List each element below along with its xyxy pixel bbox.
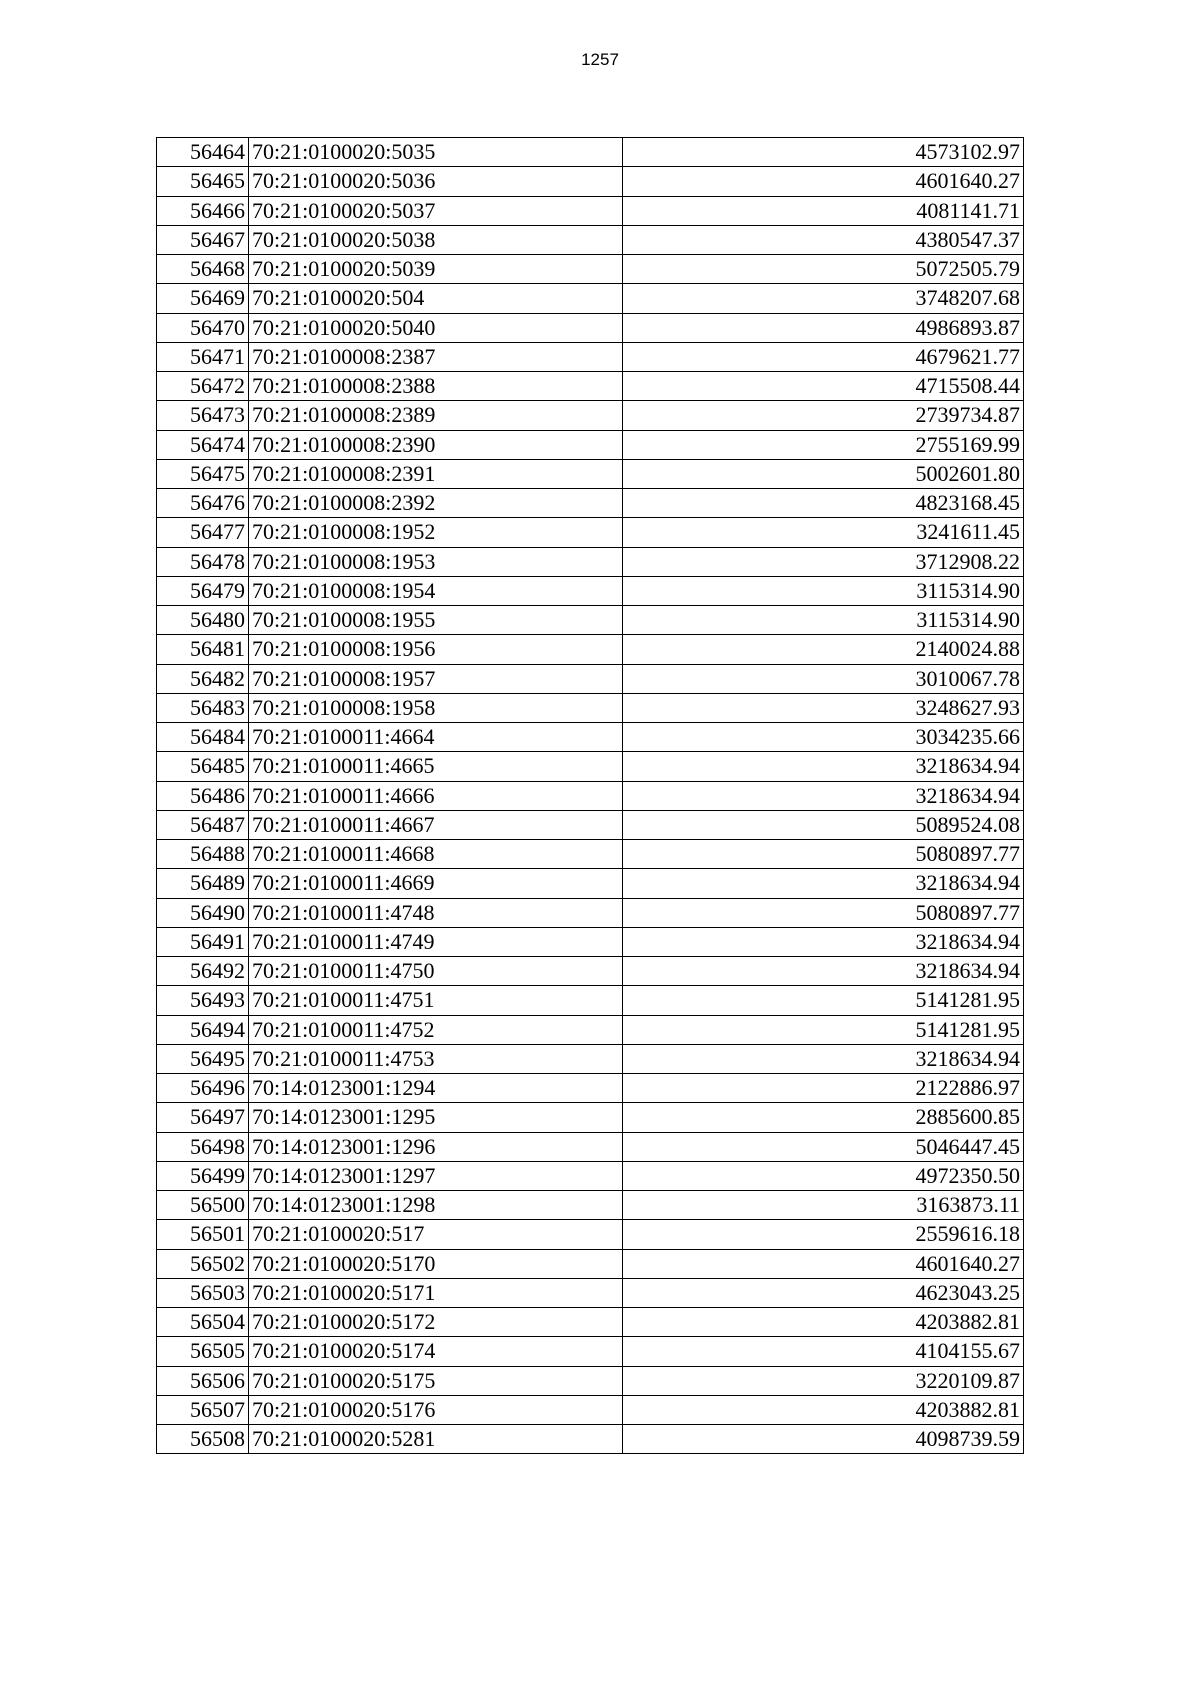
row-number-cell: 56486 [157,781,249,810]
table-row [157,1161,1024,1190]
cadastral-number-cell: 70:21:0100020:517 [249,1220,623,1249]
row-number-cell: 56500 [157,1191,249,1220]
cadastral-number-cell: 70:21:0100008:1957 [249,664,623,693]
cadastral-number-cell: 70:14:0123001:1298 [249,1191,623,1220]
row-number-cell: 56498 [157,1132,249,1161]
table-row [157,1220,1024,1249]
cadastral-value-cell: 5080897.77 [623,898,1024,927]
row-number-cell: 56507 [157,1395,249,1424]
cadastral-value-cell: 2122886.97 [623,1074,1024,1103]
table-row [157,606,1024,635]
table-row [157,1278,1024,1307]
cadastral-number-cell: 70:21:0100011:4669 [249,869,623,898]
cadastral-value-cell: 2755169.99 [623,430,1024,459]
cadastral-number-cell: 70:21:0100008:2387 [249,342,623,371]
row-number-cell: 56467 [157,225,249,254]
cadastral-number-cell: 70:21:0100011:4667 [249,810,623,839]
row-number-cell: 56502 [157,1249,249,1278]
cadastral-number-cell: 70:21:0100008:2390 [249,430,623,459]
cadastral-value-cell: 3218634.94 [623,927,1024,956]
row-number-cell: 56496 [157,1074,249,1103]
cadastral-number-cell: 70:21:0100011:4753 [249,1044,623,1073]
row-number-cell: 56465 [157,167,249,196]
row-number-cell: 56480 [157,606,249,635]
table-row [157,752,1024,781]
cadastral-number-cell: 70:14:0123001:1295 [249,1103,623,1132]
table-row [157,576,1024,605]
table-row [157,1132,1024,1161]
row-number-cell: 56505 [157,1337,249,1366]
row-number-cell: 56479 [157,576,249,605]
cadastral-number-cell: 70:21:0100020:5174 [249,1337,623,1366]
row-number-cell: 56491 [157,927,249,956]
cadastral-value-cell: 5141281.95 [623,986,1024,1015]
cadastral-value-cell: 4104155.67 [623,1337,1024,1366]
cadastral-value-cell: 3010067.78 [623,664,1024,693]
cadastral-value-cell: 5002601.80 [623,459,1024,488]
row-number-cell: 56495 [157,1044,249,1073]
cadastral-number-cell: 70:14:0123001:1294 [249,1074,623,1103]
row-number-cell: 56476 [157,489,249,518]
cadastral-number-cell: 70:21:0100020:5171 [249,1278,623,1307]
table-row [157,986,1024,1015]
cadastral-number-cell: 70:21:0100011:4750 [249,957,623,986]
table-row [157,284,1024,313]
table-row [157,518,1024,547]
table-row [157,869,1024,898]
cadastral-value-cell: 4715508.44 [623,372,1024,401]
cadastral-value-cell: 5046447.45 [623,1132,1024,1161]
cadastral-number-cell: 70:21:0100011:4751 [249,986,623,1015]
table-row [157,1366,1024,1395]
table-row [157,1015,1024,1044]
cadastral-value-cell: 5072505.79 [623,255,1024,284]
table-row [157,898,1024,927]
table-row [157,1425,1024,1454]
cadastral-value-cell: 4573102.97 [623,138,1024,167]
cadastral-number-cell: 70:21:0100008:2391 [249,459,623,488]
cadastral-number-cell: 70:21:0100020:5172 [249,1308,623,1337]
table-row [157,1191,1024,1220]
cadastral-number-cell: 70:21:0100020:5176 [249,1395,623,1424]
table-row [157,840,1024,869]
cadastral-number-cell: 70:21:0100008:2389 [249,401,623,430]
cadastral-value-cell: 3218634.94 [623,781,1024,810]
row-number-cell: 56485 [157,752,249,781]
cadastral-value-cell: 4203882.81 [623,1395,1024,1424]
cadastral-number-cell: 70:21:0100008:1956 [249,635,623,664]
cadastral-value-cell: 3163873.11 [623,1191,1024,1220]
cadastral-number-cell: 70:21:0100020:5040 [249,313,623,342]
cadastral-number-cell: 70:14:0123001:1296 [249,1132,623,1161]
cadastral-value-cell: 2885600.85 [623,1103,1024,1132]
cadastral-value-cell: 3218634.94 [623,752,1024,781]
cadastral-value-cell: 2140024.88 [623,635,1024,664]
cadastral-number-cell: 70:21:0100020:5175 [249,1366,623,1395]
cadastral-value-cell: 4623043.25 [623,1278,1024,1307]
table-row [157,372,1024,401]
cadastral-value-cell: 3115314.90 [623,576,1024,605]
table-row [157,1337,1024,1366]
cadastral-value-cell: 4203882.81 [623,1308,1024,1337]
table-row [157,927,1024,956]
table-row [157,1308,1024,1337]
row-number-cell: 56488 [157,840,249,869]
table-row [157,781,1024,810]
cadastral-number-cell: 70:21:0100020:504 [249,284,623,313]
cadastral-number-cell: 70:21:0100020:5281 [249,1425,623,1454]
cadastral-number-cell: 70:21:0100008:2392 [249,489,623,518]
table-row [157,313,1024,342]
row-number-cell: 56477 [157,518,249,547]
row-number-cell: 56503 [157,1278,249,1307]
cadastral-value-table [156,137,1024,1454]
cadastral-value-cell: 4601640.27 [623,167,1024,196]
row-number-cell: 56471 [157,342,249,371]
table-row [157,459,1024,488]
cadastral-number-cell: 70:21:0100011:4666 [249,781,623,810]
cadastral-value-cell: 3218634.94 [623,957,1024,986]
cadastral-value-cell: 3220109.87 [623,1366,1024,1395]
row-number-cell: 56501 [157,1220,249,1249]
cadastral-value-cell: 3241611.45 [623,518,1024,547]
cadastral-value-cell: 2739734.87 [623,401,1024,430]
cadastral-number-cell: 70:21:0100020:5038 [249,225,623,254]
row-number-cell: 56481 [157,635,249,664]
table-row [157,810,1024,839]
cadastral-value-cell: 4986893.87 [623,313,1024,342]
row-number-cell: 56464 [157,138,249,167]
table-row [157,342,1024,371]
row-number-cell: 56469 [157,284,249,313]
row-number-cell: 56472 [157,372,249,401]
cadastral-value-cell: 4098739.59 [623,1425,1024,1454]
row-number-cell: 56489 [157,869,249,898]
cadastral-value-cell: 5141281.95 [623,1015,1024,1044]
table-row [157,723,1024,752]
cadastral-number-cell: 70:21:0100008:1955 [249,606,623,635]
cadastral-value-cell: 4823168.45 [623,489,1024,518]
row-number-cell: 56482 [157,664,249,693]
cadastral-number-cell: 70:21:0100008:1953 [249,547,623,576]
row-number-cell: 56508 [157,1425,249,1454]
cadastral-value-cell: 4972350.50 [623,1161,1024,1190]
cadastral-value-cell: 3115314.90 [623,606,1024,635]
table-row [157,196,1024,225]
cadastral-value-cell: 3034235.66 [623,723,1024,752]
row-number-cell: 56474 [157,430,249,459]
row-number-cell: 56475 [157,459,249,488]
table-body [157,138,1024,1454]
cadastral-value-cell: 3218634.94 [623,1044,1024,1073]
row-number-cell: 56468 [157,255,249,284]
cadastral-number-cell: 70:21:0100020:5039 [249,255,623,284]
table-row [157,430,1024,459]
table-row [157,693,1024,722]
table-row [157,1074,1024,1103]
cadastral-value-cell: 4081141.71 [623,196,1024,225]
row-number-cell: 56504 [157,1308,249,1337]
cadastral-value-cell: 3712908.22 [623,547,1024,576]
page-number: 1257 [581,50,619,69]
table-row [157,1249,1024,1278]
cadastral-number-cell: 70:21:0100008:1958 [249,693,623,722]
cadastral-number-cell: 70:21:0100011:4752 [249,1015,623,1044]
cadastral-value-cell: 3218634.94 [623,869,1024,898]
table-row [157,1395,1024,1424]
table-row [157,664,1024,693]
row-number-cell: 56506 [157,1366,249,1395]
cadastral-number-cell: 70:21:0100011:4665 [249,752,623,781]
row-number-cell: 56490 [157,898,249,927]
cadastral-number-cell: 70:14:0123001:1297 [249,1161,623,1190]
cadastral-number-cell: 70:21:0100011:4748 [249,898,623,927]
row-number-cell: 56484 [157,723,249,752]
cadastral-value-cell: 4601640.27 [623,1249,1024,1278]
cadastral-number-cell: 70:21:0100020:5035 [249,138,623,167]
table-row [157,401,1024,430]
cadastral-value-cell: 3248627.93 [623,693,1024,722]
row-number-cell: 56478 [157,547,249,576]
table-row [157,138,1024,167]
cadastral-number-cell: 70:21:0100008:2388 [249,372,623,401]
cadastral-value-cell: 5089524.08 [623,810,1024,839]
table-row [157,547,1024,576]
row-number-cell: 56483 [157,693,249,722]
table-row [157,957,1024,986]
row-number-cell: 56499 [157,1161,249,1190]
row-number-cell: 56497 [157,1103,249,1132]
row-number-cell: 56492 [157,957,249,986]
cadastral-number-cell: 70:21:0100011:4664 [249,723,623,752]
cadastral-number-cell: 70:21:0100008:1952 [249,518,623,547]
row-number-cell: 56470 [157,313,249,342]
table-row [157,1103,1024,1132]
table-row [157,635,1024,664]
cadastral-number-cell: 70:21:0100008:1954 [249,576,623,605]
cadastral-number-cell: 70:21:0100020:5036 [249,167,623,196]
table-row [157,1044,1024,1073]
cadastral-value-cell: 4679621.77 [623,342,1024,371]
row-number-cell: 56487 [157,810,249,839]
row-number-cell: 56493 [157,986,249,1015]
row-number-cell: 56466 [157,196,249,225]
cadastral-number-cell: 70:21:0100020:5037 [249,196,623,225]
cadastral-value-cell: 5080897.77 [623,840,1024,869]
table-row [157,167,1024,196]
row-number-cell: 56494 [157,1015,249,1044]
table-row [157,255,1024,284]
table-row [157,489,1024,518]
cadastral-number-cell: 70:21:0100020:5170 [249,1249,623,1278]
cadastral-value-cell: 3748207.68 [623,284,1024,313]
row-number-cell: 56473 [157,401,249,430]
cadastral-number-cell: 70:21:0100011:4749 [249,927,623,956]
cadastral-value-cell: 2559616.18 [623,1220,1024,1249]
table-row [157,225,1024,254]
cadastral-value-cell: 4380547.37 [623,225,1024,254]
cadastral-number-cell: 70:21:0100011:4668 [249,840,623,869]
